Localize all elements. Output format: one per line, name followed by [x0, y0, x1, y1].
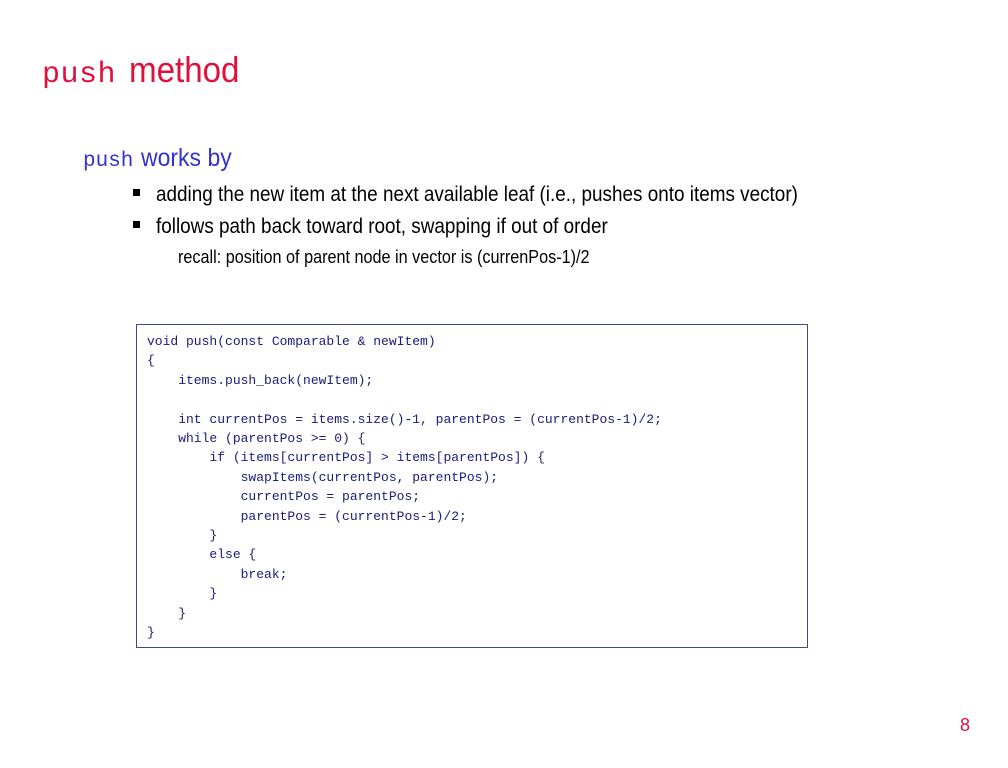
bullet-item-1 [133, 184, 869, 205]
code-line: else { [147, 547, 257, 563]
subheading [83, 146, 240, 172]
subheading-code-keyword: push [83, 150, 134, 173]
code-block [136, 324, 808, 648]
slide-title [42, 49, 249, 92]
code-line: int currentPos = items.size()-1, parentPos = (currentPos-1)/2; [147, 411, 662, 427]
subheading-text: works by [140, 144, 232, 172]
code-line: void push(const Comparable & newItem) [147, 334, 436, 349]
bullet-text: follows path back toward root, swapping if out of order [156, 215, 608, 238]
bullet-item-2 [133, 216, 658, 237]
code-line: } [147, 528, 218, 544]
code-line: } [147, 625, 155, 641]
code-line: { [147, 353, 155, 369]
code-line: } [147, 605, 187, 621]
code-line: break; [147, 566, 288, 582]
code-line: if (items[currentPos] > items[parentPos]) { [147, 450, 545, 466]
code-line: } [147, 586, 218, 602]
code-line: parentPos = (currentPos-1)/2; [147, 508, 467, 524]
square-bullet-icon [133, 189, 140, 196]
bullet-text: adding the new item at the next available leaf (i.e., pushes onto items vector) [156, 183, 798, 206]
recall-note [178, 248, 635, 266]
code-listing [147, 332, 797, 643]
title-code-keyword: push [42, 58, 117, 92]
title-text: method [128, 49, 240, 90]
square-bullet-icon [133, 221, 140, 228]
recall-note-text: recall: position of parent node in vector is (currenPos-1)/2 [178, 247, 590, 267]
code-line: while (parentPos >= 0) { [147, 431, 366, 447]
page-number: 8 [960, 715, 971, 735]
code-line: items.push_back(newItem); [147, 372, 374, 388]
code-line: swapItems(currentPos, parentPos); [147, 469, 499, 485]
code-line: currentPos = parentPos; [147, 489, 421, 505]
